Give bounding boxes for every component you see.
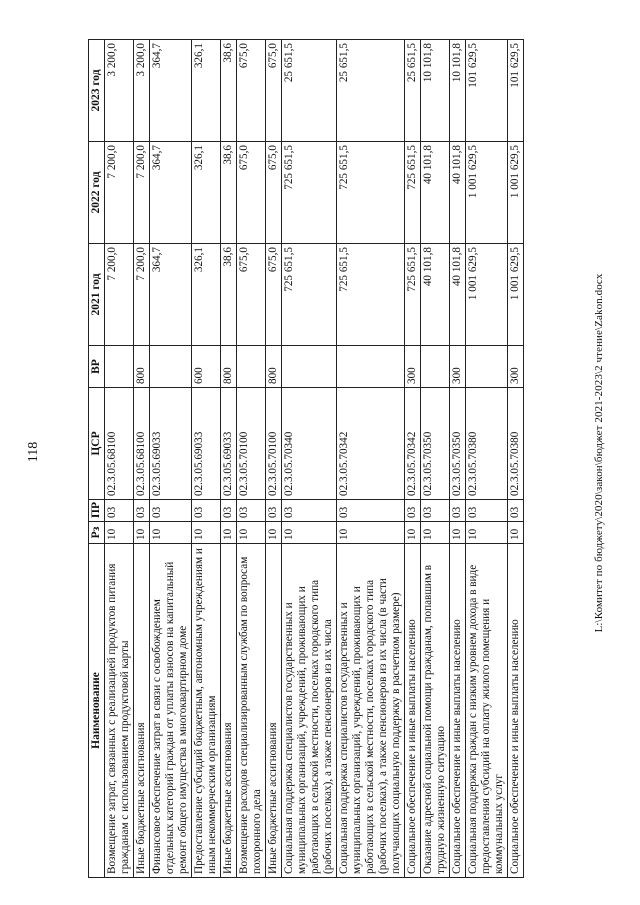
- row-vr: 600: [192, 346, 221, 388]
- header-pr: ПР: [89, 500, 105, 522]
- table-row: [134, 40, 150, 878]
- row-2021: 38,6: [221, 244, 237, 346]
- row-csr: 02.3.05.68100: [134, 388, 150, 500]
- row-pr: 03: [466, 500, 508, 522]
- header-2022: 2022 год: [89, 142, 105, 244]
- row-csr: 02.3.05.69033: [150, 388, 192, 500]
- row-2022: 675,0: [237, 142, 266, 244]
- budget-table: [88, 39, 524, 878]
- row-vr: 800: [134, 346, 150, 388]
- row-2021: 725 651,5: [405, 244, 421, 346]
- row-vr: 300: [450, 346, 466, 388]
- row-pr: 03: [508, 500, 524, 522]
- row-2021: 725 651,5: [282, 244, 337, 346]
- table-row: [466, 40, 508, 878]
- row-vr: [105, 346, 134, 388]
- row-2023: 3 200,0: [105, 40, 134, 142]
- row-vr: [421, 346, 450, 388]
- row-csr: 02.3.05.70340: [282, 388, 337, 500]
- row-vr: 300: [508, 346, 524, 388]
- row-name: Возмещение расходов специализированным службам по вопросам похоронного дела: [237, 544, 266, 878]
- row-2021: 364,7: [150, 244, 192, 346]
- header-csr: ЦСР: [89, 388, 105, 500]
- table-row: [221, 40, 237, 878]
- document-footer-path: L:\Комитет по бюджету\2020\закон\бюджет 2021-2023\2 чтение\Zakon.docx: [593, 273, 605, 633]
- row-rz: 10: [508, 522, 524, 544]
- row-2023: 38,6: [221, 40, 237, 142]
- row-2023: 101 629,5: [508, 40, 524, 142]
- row-pr: 03: [105, 500, 134, 522]
- row-rz: 10: [134, 522, 150, 544]
- row-rz: 10: [405, 522, 421, 544]
- row-csr: 02.3.05.70342: [337, 388, 405, 500]
- row-csr: 02.3.05.70380: [466, 388, 508, 500]
- row-rz: 10: [237, 522, 266, 544]
- row-2021: 40 101,8: [450, 244, 466, 346]
- row-vr: 300: [405, 346, 421, 388]
- row-name: Иные бюджетные ассигнования: [266, 544, 282, 878]
- row-2022: 7 200,0: [105, 142, 134, 244]
- row-2023: 25 651,5: [405, 40, 421, 142]
- row-pr: 03: [134, 500, 150, 522]
- row-csr: 02.3.05.70350: [450, 388, 466, 500]
- header-rz: Рз: [89, 522, 105, 544]
- row-2021: 1 001 629,5: [466, 244, 508, 346]
- row-2021: 1 001 629,5: [508, 244, 524, 346]
- header-2023: 2023 год: [89, 40, 105, 142]
- row-pr: 03: [282, 500, 337, 522]
- row-name: Социальное обеспечение и иные выплаты населению: [508, 544, 524, 878]
- row-2022: 725 651,5: [282, 142, 337, 244]
- row-2023: 364,7: [150, 40, 192, 142]
- row-name: Возмещение затрат, связанных с реализацией продуктов питания гражданам с использованием продуктовой карты: [105, 544, 134, 878]
- row-2023: 25 651,5: [282, 40, 337, 142]
- row-csr: 02.3.05.68100: [105, 388, 134, 500]
- page-number: 118: [26, 441, 41, 463]
- row-rz: 10: [337, 522, 405, 544]
- table-row: [237, 40, 266, 878]
- row-name: Социальная поддержка специалистов государственных и муниципальных организаций, учреждений, проживающих и работающих в сельской местности, поселках городского типа (рабочих поселках), а также пенсионеров из их числа: [282, 544, 337, 878]
- header-2021: 2021 год: [89, 244, 105, 346]
- row-csr: 02.3.05.70350: [421, 388, 450, 500]
- row-2021: 40 101,8: [421, 244, 450, 346]
- row-rz: 10: [466, 522, 508, 544]
- row-2022: 7 200,0: [134, 142, 150, 244]
- row-pr: 03: [337, 500, 405, 522]
- row-vr: [466, 346, 508, 388]
- row-csr: 02.3.05.69033: [221, 388, 237, 500]
- row-pr: 03: [237, 500, 266, 522]
- table-row: [450, 40, 466, 878]
- row-rz: 10: [421, 522, 450, 544]
- row-name: Финансовое обеспечение затрат в связи с освобождением отдельных категорий граждан от уплаты взносов на капитальный ремонт общего имущества в многоквартирном доме: [150, 544, 192, 878]
- row-2023: 3 200,0: [134, 40, 150, 142]
- row-2023: 675,0: [237, 40, 266, 142]
- row-2022: 38,6: [221, 142, 237, 244]
- row-vr: [337, 346, 405, 388]
- table-row: [337, 40, 405, 878]
- row-2021: 675,0: [266, 244, 282, 346]
- row-2023: 101 629,5: [466, 40, 508, 142]
- row-2022: 326,1: [192, 142, 221, 244]
- row-name: Иные бюджетные ассигнования: [221, 544, 237, 878]
- row-rz: 10: [150, 522, 192, 544]
- row-2023: 10 101,8: [450, 40, 466, 142]
- row-2021: 7 200,0: [134, 244, 150, 346]
- row-2021: 326,1: [192, 244, 221, 346]
- row-2021: 675,0: [237, 244, 266, 346]
- row-2022: 1 001 629,5: [508, 142, 524, 244]
- row-2022: 725 651,5: [405, 142, 421, 244]
- row-pr: 03: [405, 500, 421, 522]
- row-vr: 800: [266, 346, 282, 388]
- row-2022: 1 001 629,5: [466, 142, 508, 244]
- row-vr: [150, 346, 192, 388]
- row-rz: 10: [192, 522, 221, 544]
- row-rz: 10: [450, 522, 466, 544]
- table-row: [508, 40, 524, 878]
- table-row: [150, 40, 192, 878]
- row-2023: 326,1: [192, 40, 221, 142]
- row-name: Социальная поддержка граждан с низким уровнем дохода в виде предоставления субсидий на оплату жилого помещения и коммунальных услуг: [466, 544, 508, 878]
- header-vr: ВР: [89, 346, 105, 388]
- row-2021: 725 651,5: [337, 244, 405, 346]
- row-csr: 02.3.05.70380: [508, 388, 524, 500]
- row-2021: 7 200,0: [105, 244, 134, 346]
- row-2023: 25 651,5: [337, 40, 405, 142]
- row-2022: 40 101,8: [421, 142, 450, 244]
- row-pr: 03: [421, 500, 450, 522]
- table-row: [421, 40, 450, 878]
- rotated-page-content: [88, 40, 580, 878]
- row-pr: 03: [150, 500, 192, 522]
- row-pr: 03: [450, 500, 466, 522]
- table-header-row: [89, 40, 105, 878]
- row-2022: 675,0: [266, 142, 282, 244]
- row-name: Предоставление субсидий бюджетным, автономным учреждениям и иным некоммерческим организациям: [192, 544, 221, 878]
- table-row: [192, 40, 221, 878]
- row-rz: 10: [266, 522, 282, 544]
- row-csr: 02.3.05.70100: [237, 388, 266, 500]
- row-2022: 725 651,5: [337, 142, 405, 244]
- row-csr: 02.3.05.70342: [405, 388, 421, 500]
- row-csr: 02.3.05.70100: [266, 388, 282, 500]
- row-csr: 02.3.05.69033: [192, 388, 221, 500]
- table-wrapper: [88, 40, 580, 878]
- row-pr: 03: [221, 500, 237, 522]
- row-vr: [237, 346, 266, 388]
- row-vr: 800: [221, 346, 237, 388]
- row-vr: [282, 346, 337, 388]
- row-2023: 675,0: [266, 40, 282, 142]
- row-name: Иные бюджетные ассигнования: [134, 544, 150, 878]
- row-name: Социальное обеспечение и иные выплаты населению: [405, 544, 421, 878]
- row-2023: 10 101,8: [421, 40, 450, 142]
- row-pr: 03: [192, 500, 221, 522]
- table-row: [266, 40, 282, 878]
- row-name: Социальная поддержка специалистов государственных и муниципальных организаций, учреждений, проживающих и работающих в сельской местности, поселках городского типа (рабочих поселках), а также пенсионеров из их числа (в части получающих социальную поддержку в расчетном размере): [337, 544, 405, 878]
- row-rz: 10: [221, 522, 237, 544]
- row-pr: 03: [266, 500, 282, 522]
- header-name: Наименование: [89, 544, 105, 878]
- row-2022: 40 101,8: [450, 142, 466, 244]
- row-2022: 364,7: [150, 142, 192, 244]
- table-row: [405, 40, 421, 878]
- table-row: [282, 40, 337, 878]
- table-row: [105, 40, 134, 878]
- row-rz: 10: [282, 522, 337, 544]
- row-rz: 10: [105, 522, 134, 544]
- row-name: Социальное обеспечение и иные выплаты населению: [450, 544, 466, 878]
- row-name: Оказание адресной социальной помощи гражданам, попавшим в трудную жизненную ситуацию: [421, 544, 450, 878]
